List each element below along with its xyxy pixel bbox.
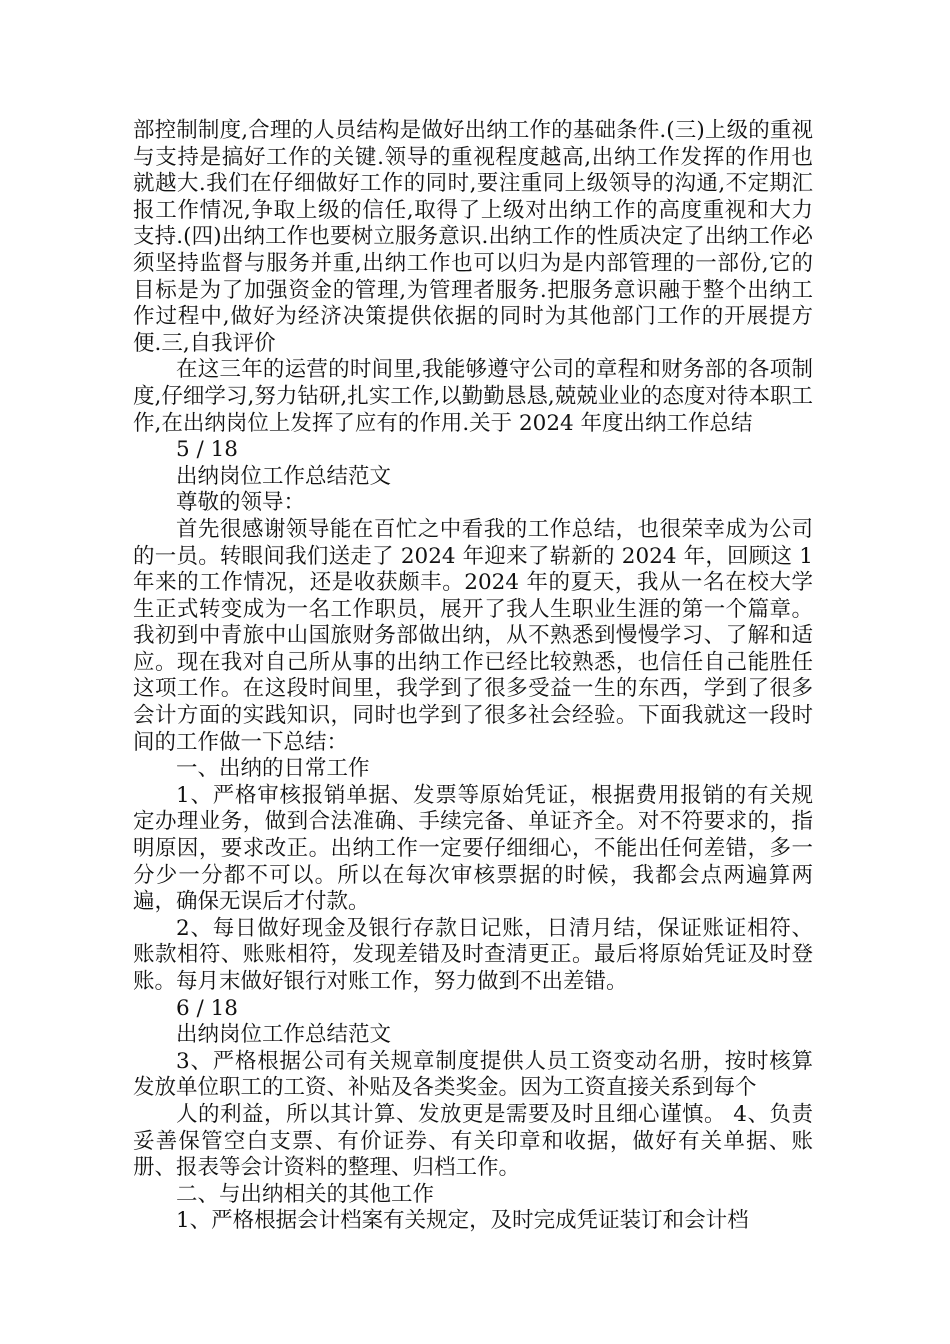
paragraph-introduction: 首先很感谢领导能在百忙之中看我的工作总结，也很荣幸成为公司的一员。转眼间我们送走了 2024 年迎来了崭新的 2024 年，回顾这 1 年来的工作情况，还是收获颇丰。2024 年的夏天，我从一名在校大学生正式转变成为一名工作职员，展开了我人生职业生涯的第一个篇章。我初到中青旅中山国旅财务部做出纳，从不熟悉到慢慢学习、了解和适应。现在我对自己所从事的出纳工作已经比较熟悉，也信任自己能胜任这项工作。在这段时间里，我学到了很多受益一生的东西，学到了很多会计方面的实践知识，同时也学到了很多社会经验。下面我就这一段时间的工作做一下总结：	[133, 516, 813, 755]
section-heading-other-work: 二、与出纳相关的其他工作	[176, 1181, 435, 1207]
paragraph-item-3: 3、严格根据公司有关规章制度提供人员工资变动名册，按时核算发放单位职工的工资、补贴及各类奖金。因为工资直接关系到每个	[133, 1048, 813, 1101]
page-header-title: 出纳岗位工作总结范文	[176, 463, 392, 489]
paragraph-archive-item-1: 1、严格根据会计档案有关规定，及时完成凭证装订和会计档	[176, 1208, 749, 1234]
page-header-title: 出纳岗位工作总结范文	[176, 1022, 392, 1048]
paragraph-item-1: 1、严格审核报销单据、发票等原始凭证，根据费用报销的有关规定办理业务，做到合法准确、手续完备、单证齐全。对不符要求的，指明原因，要求改正。出纳工作一定要仔细细心，不能出任何差错，多一分少一分都不可以。所以在每次审核票据的时候，我都会点两遍算两遍，确保无误后才付款。	[133, 782, 813, 915]
page-number: 6 / 18	[176, 995, 238, 1021]
salutation: 尊敬的领导：	[176, 490, 306, 516]
paragraph-item-2: 2、每日做好现金及银行存款日记账，日清月结，保证账证相符、账款相符、账账相符，发现差错及时查清更正。最后将原始凭证及时登账。每月末做好银行对账工作，努力做到不出差错。	[133, 915, 813, 994]
paragraph-item-4: 人的利益，所以其计算、发放更是需要及时且细心谨慎。 4、负责妥善保管空白支票、有价证券、有关印章和收据，做好有关单据、账册、报表等会计资料的整理、归档工作。	[133, 1101, 813, 1181]
document-body	[133, 118, 813, 1235]
section-heading-daily-work: 一、出纳的日常工作	[176, 756, 370, 782]
paragraph-self-evaluation: 在这三年的运营的时间里,我能够遵守公司的章程和财务部的各项制度,仔细学习,努力钻研,扎实工作,以勤勤恳恳,兢兢业业的态度对待本职工作,在出纳岗位上发挥了应有的作用.关于 2024 年度出纳工作总结	[133, 357, 813, 436]
paragraph-internal-control: 部控制制度,合理的人员结构是做好出纳工作的基础条件.(三)上级的重视与支持是搞好工作的关键.领导的重视程度越高,出纳工作发挥的作用也就越大.我们在仔细做好工作的同时,要注重同上级领导的沟通,不定期汇报工作情况,争取上级的信任,取得了上级对出纳工作的高度重视和大力支持.(四)出纳工作也要树立服务意识.出纳工作的性质决定了出纳工作必须坚持监督与服务并重,出纳工作也可以归为是内部管理的一部份,它的目标是为了加强资金的管理,为管理者服务.把服务意识融于整个出纳工作过程中,做好为经济决策提供依据的同时为其他部门工作的开展提方便.三,自我评价	[133, 118, 813, 356]
page-number: 5 / 18	[176, 437, 238, 463]
